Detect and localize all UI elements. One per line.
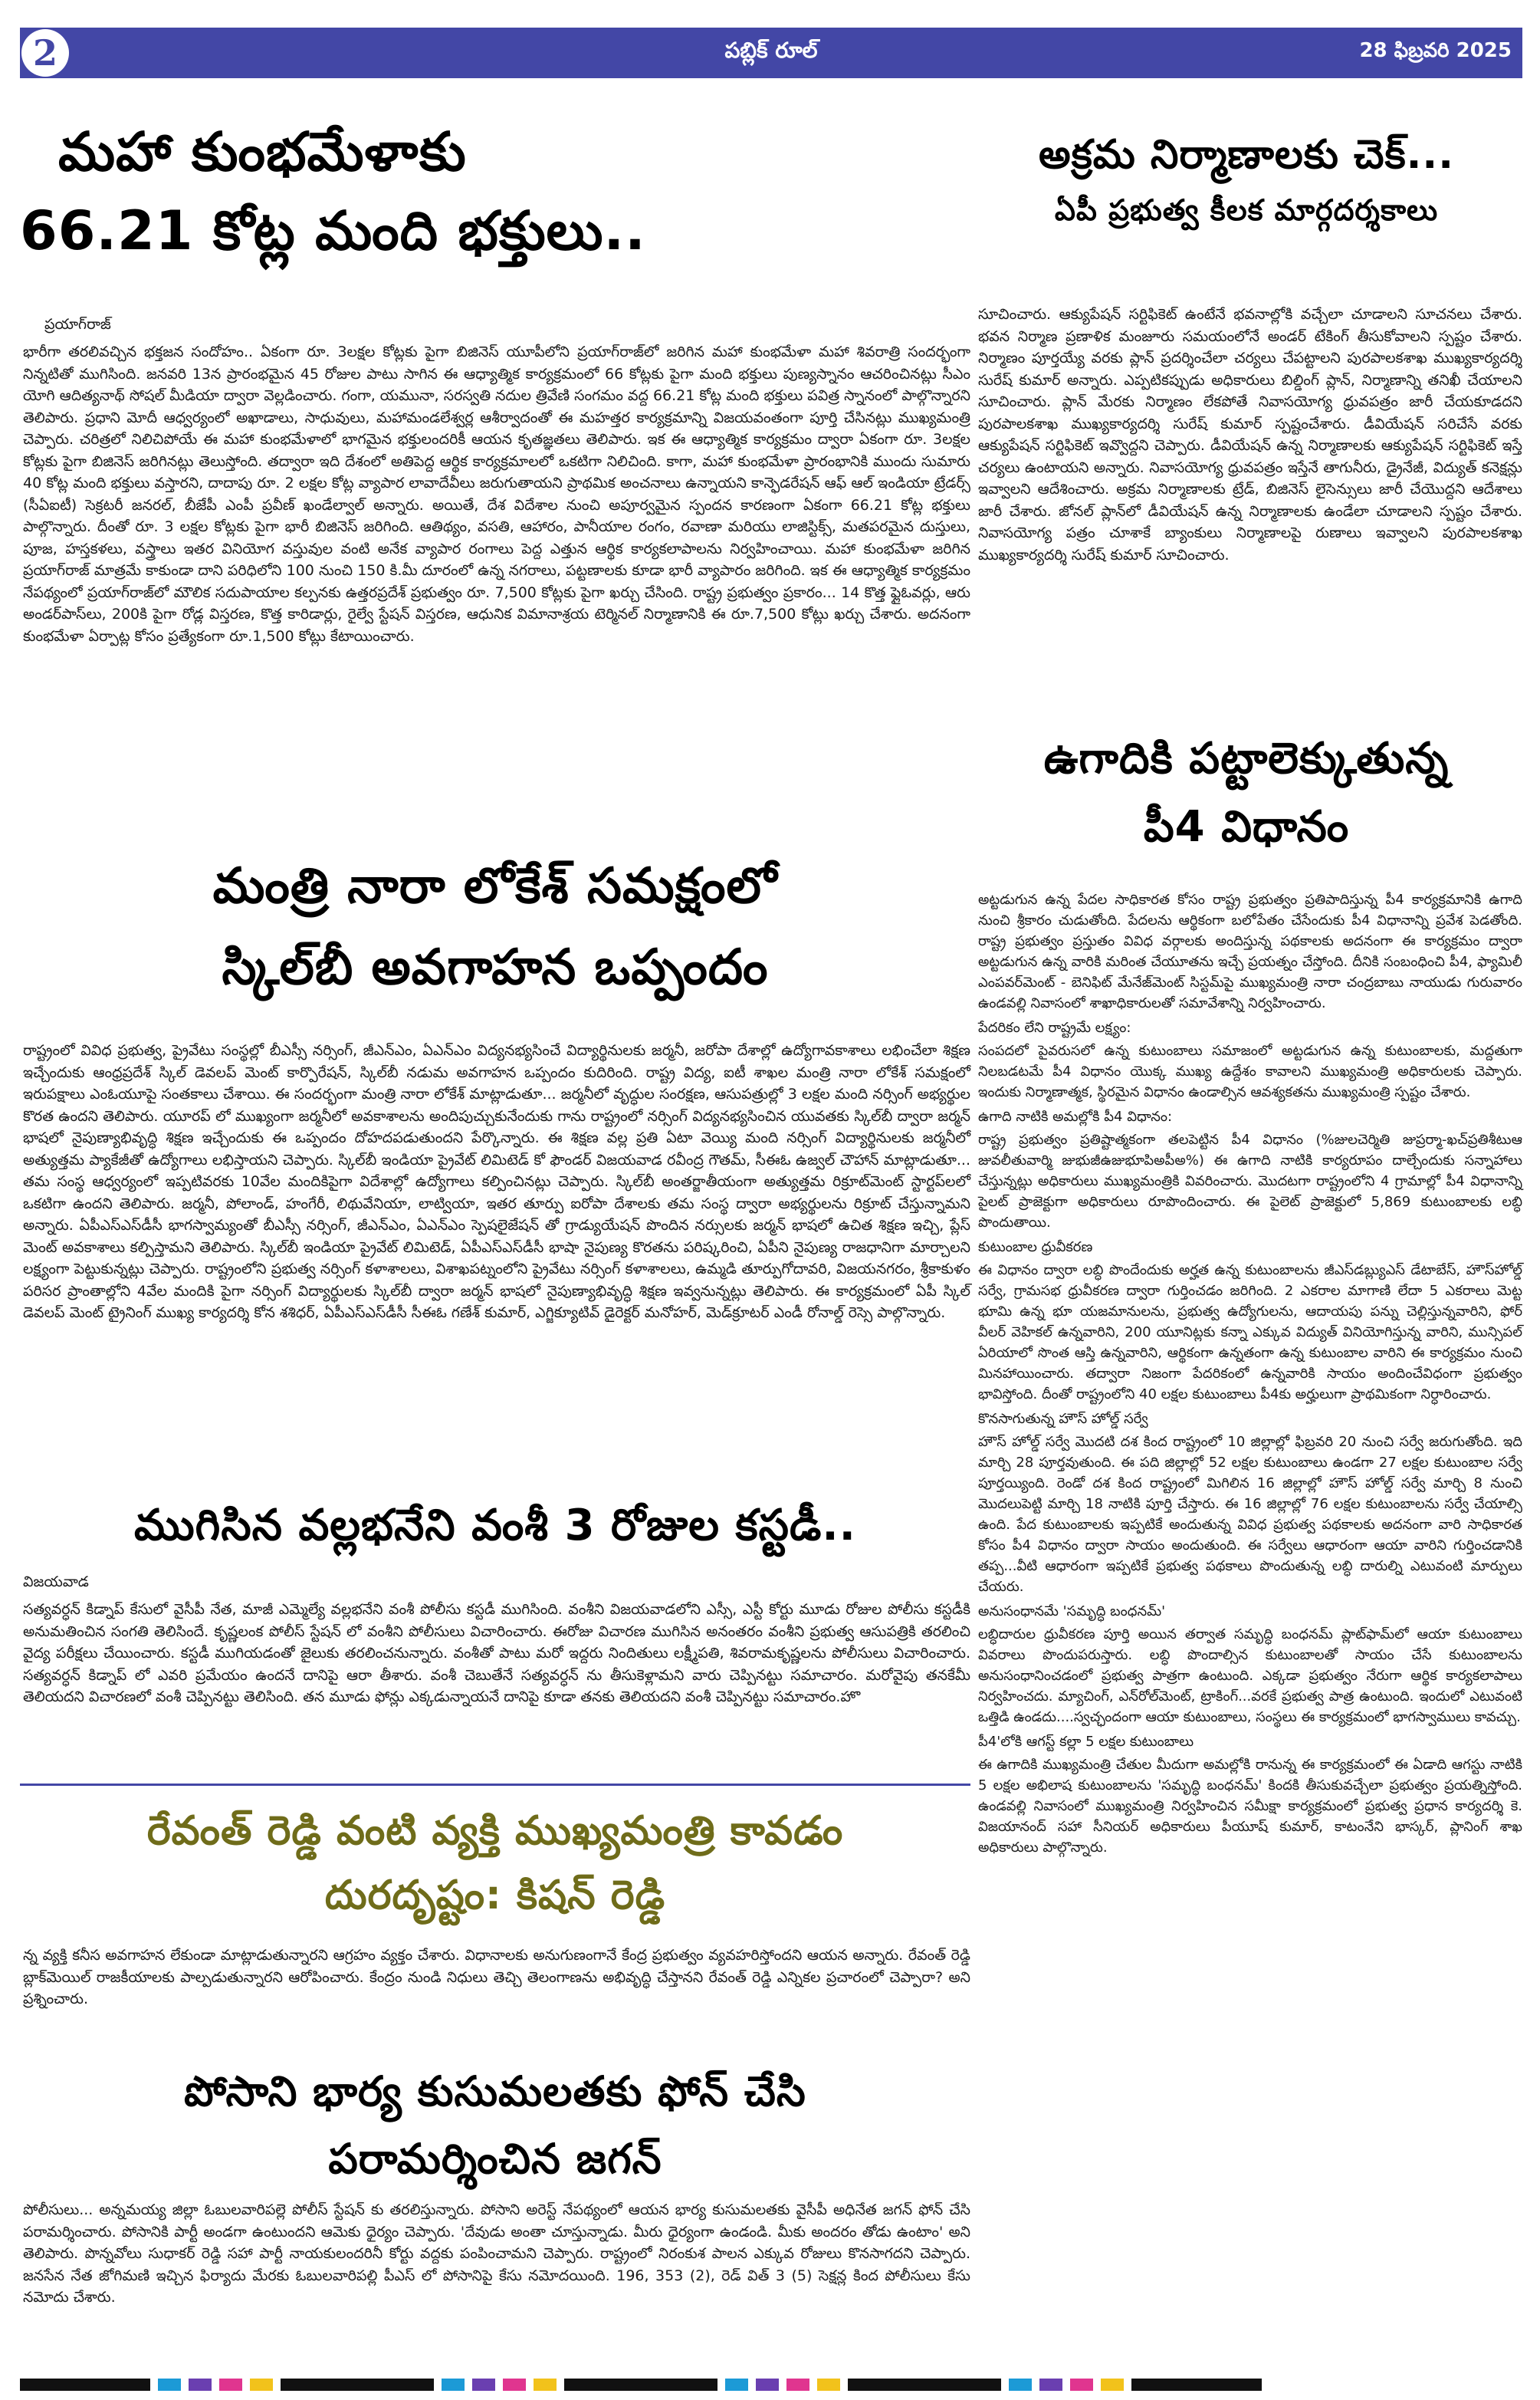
jagan-headline-2: పరామర్శించిన జగన్	[328, 2135, 662, 2183]
p4-subhead: కుటుంబాల ధ్రువీకరణ	[978, 1239, 1093, 1255]
article-jagan	[20, 2056, 970, 2191]
vamsi-body: సత్యవర్ధన్ కిడ్నాప్ కేసులో వైసీపీ నేత, మాజీ ఎమ్మెల్యే వల్లభనేని వంశీ పోలీసు కస్టడీ ముగిసింది. వంశీని విజయవాడలోని ఎస్సీ, ఎస్టీ కోర్టు మూడు రోజుల పోలీసు కస్టడీకి అనుమతించిన సంగతి తెలిసిందే. కృష్ణలంక పోలీస్ స్టేషన్ లో వంశీని పోలీసులు విచారించారు. ఈరోజు విచారణ ముగిసిన అనంతరం వంశీని ప్రభుత్వ ఆసుపత్రికి తరలించి వైద్య పరీక్షలు చేయించారు. కస్టడీ ముగియడంతో జైలుకు తరలించనున్నారు. వంశీతో పాటు మరో ఇద్దరు నిందితులు లక్ష్మీపతి, శివరామకృష్ణలను పోలీసులు విచారించారు. సత్యవర్ధన్ కిడ్నాప్ లో ఎవరి ప్రమేయం ఉందనే దానిపై ఆరా తీశారు. వంశీ చెబుతేనే సత్యవర్ధన్ ను తీసుకెళ్లామని వారు చెప్పినట్టు సమాచారం. మరోవైపు తనకేమీ తెలియదని విచారణలో వంశీ చెప్పినట్టు తెలిసింది. తన మూడు ఫోన్లు ఎక్కడున్నాయనే దానిపై కూడా తనకు తెలియదని వంశీ చెప్పినట్టు సమాచారం.హొ	[23, 1601, 970, 1705]
issue-date: 28 ఫిబ్రవరి 2025	[1359, 39, 1512, 62]
illegal-text	[978, 304, 1522, 566]
illegal-headline: అక్రమ నిర్మాణాలకు చెక్...	[1039, 132, 1454, 178]
article-vamsi	[20, 1488, 970, 1564]
kishan-headline-2: దురదృష్టం: కిషన్ రెడ్డి	[324, 1872, 666, 1918]
footer-color-bar	[20, 2379, 1522, 2391]
p4-paragraph: అట్టడుగున ఉన్న పేదల సాధికారత కోసం రాష్ట్ర ప్రభుత్వం ప్రతిపాదిస్తున్న పీ4 కార్యక్రమానికి ఉగాది నుంచి శ్రీకారం చుడుతోంది. పేదలను ఆర్థికంగా బలోపేతం చేసేందుకు పీ4 విధానాన్ని ప్రవేశ పెడతోంది. రాష్ట్ర ప్రభుత్వం ప్రస్తుతం వివిధ వర్గాలకు అందిస్తున్న పథకాలకు అదనంగా ఈ కార్యక్రమం ద్వారా అట్టడుగున ఉన్న వారికి మరింత చేయూతను ఇచ్చే ప్రయత్నం చేస్తోంది. దీనికి సంబంధించి పీ4, ఫ్యామిలీ ఎంపవర్‌మెంట్ - బెనిఫిట్ మేనేజ్‌మెంట్ సిస్టమ్‌పై ముఖ్యమంత్రి నారా చంద్రబాబు నాయుడు గురువారం ఉండవల్లి నివాసంలో శాఖాధికారులతో సమావేశాన్ని నిర్వహించారు.	[978, 892, 1522, 1011]
p4-subhead: కొనసాగుతున్న హౌస్ హోల్డ్ సర్వే	[978, 1411, 1148, 1427]
masthead	[20, 28, 1522, 78]
article-lokesh	[20, 843, 970, 1006]
section-divider	[20, 1784, 970, 1786]
page-number: 2	[21, 29, 69, 77]
jagan-text	[23, 2199, 970, 2309]
vamsi-text	[23, 1573, 970, 1708]
p4-paragraph: లబ్ధిదారుల ధ్రువీకరణ పూర్తి అయిన తర్వాత సమృద్ధి బంధనమ్ ప్లాట్‌ఫామ్‌లో ఆయా కుటుంబాలు వివరాలు పొందుపరుస్తారు. లబ్ధి పొందాల్సిన కుటుంబాలతో సాయం చేసే కుటుంబాలను అనుసంధానించడంలో ప్రభుత్వ పాత్రగా ఉంటుంది. ఎక్కడా ప్రభుత్వం నేరుగా ఆర్థిక కార్యకలాపాలు నిర్వహించదు. మ్యాచింగ్, ఎన్‌రోల్‌మెంట్, ట్రాకింగ్...వరకే ప్రభుత్వ పాత్ర ఉంటుంది. ఇందులో ఎటువంటి ఒత్తిడి ఉండదు....స్వచ్ఛందంగా ఆయా కుటుంబాలు, సంస్థలు ఈ కార్యక్రమంలో భాగస్వాములు కావచ్చు.	[978, 1626, 1522, 1725]
illegal-body: సూచించారు. ఆక్యుపేషన్ సర్టిఫికెట్ ఉంటేనే భవనాల్లోకి వచ్చేలా చూడాలని సూచనలు చేశారు. భవన నిర్మాణ ప్రణాళిక మంజూరు సమయంలోనే అండర్ టేకింగ్ తీసుకోవాలని స్పష్టం చేశారు. నిర్మాణం పూర్తయ్యే వరకు ప్లాన్ ప్రదర్శించేలా చర్యలు చేపట్టాలని పురపాలకశాఖ ముఖ్యకార్యదర్శి సురేష్ కుమార్ అన్నారు. ఎప్పటికప్పుడు అధికారులు బిల్డింగ్ ప్లాన్, నిర్మాణాన్ని తనిఖీ చేయాలని సూచించారు. ప్లాన్ మేరకు నిర్మాణం లేకపోతే నివాసయోగ్య ధ్రువపత్రం జారీ చేయకూడదని పురపాలకశాఖ ముఖ్యకార్యదర్శి సురేష్ కుమార్ స్పష్టంచేశారు. డీవియేషన్ సరిచేసే వరకు ఆక్యుపేషన్ సర్టిఫికెట్ ఇవ్వొద్దని చెప్పారు. డీవియేషన్ ఉన్న నిర్మాణాలకు ఆక్యుపేషన్ సర్టిఫికెట్ ఇస్తే చర్యలు ఉంటాయని అన్నారు. నివాసయోగ్య ధ్రువపత్రం ఇస్తేనే తాగునీరు, డ్రైనేజీ, విద్యుత్ కనెక్షన్లు ఇవ్వాలని ఆదేశించారు. అక్రమ నిర్మాణాలకు ట్రేడ్, బిజినెస్ లైసెన్సులు జారీ చేయొద్దని ఆదేశాలు జారీ చేశారు. జోనల్ ప్లాన్‌లో డీవియేషన్ ఉన్న నిర్మాణాలకు ఉండేలా చూడాలని స్పష్టం చేశారు. నివాసయోగ్య పత్రం చూశాకే బ్యాంకులు నిర్మాణాలపై రుణాలు ఇవ్వాలని పురపాలకశాఖ ముఖ్యకార్యదర్శి సురేష్ కుమార్ సూచించారు.	[978, 306, 1522, 564]
kumbh-dateline: ప్రయాగ్‌రాజ్	[44, 316, 111, 333]
jagan-body: పోలీసులు... అన్నమయ్య జిల్లా ఓబులవారిపల్లె పోలీస్ స్టేషన్ కు తరలిస్తున్నారు. పోసాని అరెస్ట్ నేపథ్యంలో ఆయన భార్య కుసుమలతకు వైసీపీ అధినేత జగన్ ఫోన్ చేసి పరామర్శించారు. పోసానికి పార్టీ అండగా ఉంటుందని ఆమెకు ధైర్యం చెప్పారు. 'దేవుడు అంతా చూస్తున్నాడు. మీరు ధైర్యంగా ఉండండి. మీకు అందరం తోడు ఉంటాం' అని తెలిపారు. పొన్నవోలు సుధాకర్ రెడ్డి సహా పార్టీ నాయకులందరినీ కోర్టు వద్దకు పంపించామని చెప్పారు. రాష్ట్రంలో నిరంకుశ పాలన ఎక్కువ రోజులు కొనసాగదని చెప్పారు. జనసేన నేత జోగిమణి ఇచ్చిన ఫిర్యాదు మేరకు ఓబులవారిపల్లి పీఎస్ లో పోసానిపై కేసు నమోదయింది. 196, 353 (2), రెడ్ విత్ 3 (5) సెక్షన్ల కింద పోలీసులు కేసు నమోదు చేశారు.	[23, 2201, 970, 2306]
lokesh-headline-2: స్కిల్‌బీ అవగాహన ఒప్పందం	[222, 939, 769, 996]
p4-subhead: పేదరికం లేని రాష్ట్రమే లక్ష్యం:	[978, 1020, 1131, 1036]
p4-subhead: పీ4'లోకి ఆగస్ట్ కల్లా 5 లక్షల కుటుంబాలు	[978, 1734, 1194, 1750]
jagan-headline-1: పోసాని భార్య కుసుమలతకు ఫోన్ చేసి	[184, 2067, 806, 2116]
vamsi-dateline: విజయవాడ	[23, 1573, 89, 1590]
article-illegal	[970, 123, 1522, 233]
p4-text	[978, 889, 1522, 1858]
p4-headline-2: పీ4 విధానం	[1143, 802, 1350, 852]
kishan-body: న్న వ్యక్తి కనీస అవగాహన లేకుండా మాట్లాడుతున్నారని ఆగ్రహం వ్యక్తం చేశారు. విధానాలకు అనుగుణంగానే కేంద్ర ప్రభుత్వం వ్యవహరిస్తోందని ఆయన అన్నారు. రేవంత్ రెడ్డి బ్లాక్‌మెయిల్ రాజకీయాలకు పాల్పడుతున్నారని ఆరోపించారు. కేంద్రం నుండి నిధులు తెచ్చి తెలంగాణను అభివృద్ధి చేస్తానని రేవంత్ రెడ్డి ఎన్నికల ప్రచారంలో చెప్పారా? అని ప్రశ్నించారు.	[23, 1947, 970, 2007]
lokesh-text	[23, 1040, 970, 1324]
article-kishan	[20, 1797, 970, 1926]
lokesh-body: రాష్ట్రంలో వివిధ ప్రభుత్వ, ప్రైవేటు సంస్థల్లో బీఎస్సీ నర్సింగ్, జీఎన్ఎం, ఏఎన్ఎం విద్యనభ్యసించే విద్యార్థినులకు జర్మనీ, జరోపా దేశాల్లో ఉద్యోగావకాశాలు లభించేలా శిక్షణ ఇచ్చేందుకు ఆంధ్రప్రదేశ్ స్కిల్ డెవలప్ మెంట్ కార్పొరేషన్, స్కిల్‌బీ నడుమ అవగాహన ఒప్పందం కుదిరింది. రాష్ట్ర విద్య, ఐటీ శాఖల మంత్రి నారా లోకేశ్ సమక్షంలో ఇరుపక్షాలు ఎంఓయూపై సంతకాలు చేశాయి. ఈ సందర్భంగా మంత్రి నారా లోకేశ్ మాట్లాడుతూ... జర్మనీలో వృద్ధుల సంరక్షణ, ఆసుపత్రుల్లో 3 లక్షల మంది నర్సింగ్ అభ్యర్థుల కొరత ఉందని తెలిపారు. యూరప్ లో ముఖ్యంగా జర్మనీలో అవకాశాలను అందిపుచ్చుకునేందుకు గాను రాష్ట్రంలో నర్సింగ్ విద్యనభ్యసించిన యువతకు స్కిల్‌బీ ద్వారా జర్మన్ భాషలో నైపుణ్యాభివృద్ధి శిక్షణ ఇచ్చేందుకు ఈ ఒప్పందం దోహదపడుతుందని పేర్కొన్నారు. ఈ శిక్షణ వల్ల ప్రతి ఏటా వెయ్యి మంది నర్సింగ్ విద్యార్థినులకు జర్మనీలో అత్యుత్తమ ప్యాకేజీతో ఉద్యోగాలు లభిస్తాయని చెప్పారు. స్కిల్‌బీ ఇండియా ప్రైవేట్ లిమిటెడ్ కో ఫౌండర్ విజయవాడ రవీంద్ర గౌతమ్, సీఈఓ ఉజ్వల్ చౌహాన్ మాట్లాడుతూ... తమ సంస్థ ఆధ్వర్యంలో ఇప్పటివరకు 10వేల మందికిపైగా విదేశాల్లో ఉద్యోగాలు కల్పించినట్లు చెప్పారు. స్కిల్‌బీ అంతర్జాతీయంగా అత్యుత్తమ రిక్రూట్‌మెంట్ స్టార్టప్‌లలో ఒకటిగా ఉందని తెలిపారు. జర్మనీ, పోలాండ్, హంగేరీ, లిథువేనియా, లాట్వియా, ఇతర తూర్పు ఐరోపా దేశాలకు తమ సంస్థ ద్వారా అభ్యర్థులను రిక్రూట్ చేస్తున్నామని అన్నారు. ఏపీఎస్ఎస్‌డీసీ భాగస్వామ్యంతో బీఎస్సీ నర్సింగ్, జీఎన్ఎం, ఏఎన్ఎం స్పెషలైజేషన్ తో గ్రాడ్యుయేషన్ పొందిన నర్సులకు జర్మన్ భాషలో ఉచిత శిక్షణ ఇచ్చి, ప్లేస్ మెంట్ అవకాశాలు కల్పిస్తామని తెలిపారు. స్కిల్‌బీ ఇండియా ప్రైవేట్ లిమిటెడ్, ఏపీఎస్ఎస్‌డీసీ భాషా నైపుణ్య కొరతను పరిష్కరించి, ఏపీని నైపుణ్య రాజధానిగా మార్చాలని లక్ష్యంగా పెట్టుకున్నట్లు చెప్పారు. రాష్ట్రంలోని ప్రభుత్వ నర్సింగ్ కళాశాలలు, విశాఖపట్నంలోని ప్రైవేటు నర్సింగ్ కళాశాలలు, ఉమ్మడి తూర్పుగోదావరి, విజయనగరం, శ్రీకాకుళం పరిసర ప్రాంతాల్లోని 4వేల మందికి పైగా నర్సింగ్ విద్యార్థులకు స్కిల్‌బీ ద్వారా జర్మన్ భాషలో నైపుణ్యాభివృద్ధి శిక్షణ ఇవ్వనున్నట్లు తెలిపారు. ఈ కార్యక్రమంలో ఏపీ స్కిల్ డెవలప్ మెంట్ ట్రైనింగ్ ముఖ్య కార్యదర్శి కోన శశిధర్, ఏపీఎస్ఎస్‌డీసీ సీఈఓ గణేశ్ కుమార్, ఎగ్జిక్యూటివ్ డైరెక్టర్ మనోహర్, మెడ్‌క్రూటర్ ఎండీ రోనాల్డ్ రెస్సె పాల్గొన్నారు.	[23, 1042, 970, 1321]
p4-paragraph: హౌస్ హోల్డ్ సర్వే మొదటి దశ కింద రాష్ట్రంలో 10 జిల్లాల్లో ఫిబ్రవరి 20 నుంచి సర్వే జరుగుతోంది. ఇది మార్చి 28 పూర్తవుతుంది. ఈ పది జిల్లాల్లో 52 లక్షల కుటుంబాలు ఉండగా 27 లక్షల కుటుంబాల సర్వే పూర్తయ్యింది. రెండో దశ కింద రాష్ట్రంలో మిగిలిన 16 జిల్లాల్లో హౌస్ హోల్డ్ సర్వే మార్చి 8 నుంచి మొదలుపెట్టి మార్చి 18 నాటికి పూర్తి చేస్తారు. ఈ 16 జిల్లాల్లో 76 లక్షల కుటుంబాలను సర్వే చేయాల్సి ఉంది. పేద కుటుంబాలకు ఇప్పటికే అందుతున్న వివిధ ప్రభుత్వ పథకాలకు అదనంగా వారి సాధికారత కోసం పీ4 విధానం ద్వారా సాయం అందుతుంది. ఈ సర్వేలు ఆధారంగా ఆయా వారిని గుర్తించడానికి తప్ప...వీటి ఆధారంగా ఇప్పటికే ప్రభుత్వ పథకాలు పొందుతున్న లబ్ధి దారుల్ని ఎటువంటి మార్పులు చేయరు.	[978, 1434, 1522, 1595]
kumbh-headline-1: మహా కుంభమేళాకు	[58, 120, 467, 183]
article-kumbh	[20, 115, 740, 273]
kishan-text	[23, 1945, 970, 2010]
p4-subhead: అనుసంధానమే 'సమృద్ధి బంధనమ్'	[978, 1603, 1166, 1619]
p4-paragraph: రాష్ట్ర ప్రభుత్వం ప్రతిష్టాత్మకంగా తలపెట్టిన పీ4 విధానం (%జులచెర్మితి జుప్రర్మా-ఖచ్‌ప్రతిశీటుఆ జువలీతువార్మి జుభుజీఉజుభూపిఅపీఅ%) ఈ ఉగాది నాటికి కార్యరూపం దాల్చేందుకు సన్నాహాలు చేస్తున్నట్లు అధికారులు ముఖ్యమంత్రికి వివరించారు. మొదటగా రాష్ట్రంలోని 4 గ్రామాల్లో పీ4 విధానాన్ని పైలట్ ప్రాజెక్టుగా అధికారులు రూపొందించారు. ఈ పైలెట్ ప్రాజెక్టులో 5,869 కుటుంబాలకు లబ్ధి పొందుతాయి.	[978, 1132, 1522, 1231]
p4-paragraph: సంపదలో పైవరుసలో ఉన్న కుటుంబాలు సమాజంలో అట్టడుగున ఉన్న కుటుంబాలకు, మద్దతుగా నిలబడటమే పీ4 విధానం యొక్క ముఖ్య ఉద్దేశం కావాలని ముఖ్యమంత్రి అధికారులకు చెప్పారు. ఇందుకు నిర్మాణాత్మక, స్థిరమైన విధానం ఉండాల్సిన ఆవశ్యకతను ముఖ్యమంత్రి స్పష్టం చేశారు.	[978, 1043, 1522, 1100]
p4-subhead: ఉగాది నాటికి అమల్లోకి పీ4 విధానం:	[978, 1109, 1173, 1125]
kumbh-body: భారీగా తరలివచ్చిన భక్తజన సందోహం.. ఏకంగా రూ. 3లక్షల కోట్లకు పైగా బిజినెస్ యూపీలోని ప్రయాగ్‌రాజ్‌లో జరిగిన మహా కుంభమేళా మహా శివరాత్రి సందర్భంగా నిన్నటితో ముగిసింది. జనవరి 13న ప్రారంభమైన 45 రోజుల పాటు సాగిన ఈ ఆధ్యాత్మిక కార్యక్రమంలో 66 కోట్లకు పైగా మంది భక్తులు పుణ్యస్నానం ఆచరించినట్లు సీఎం యోగి ఆదిత్యనాథ్ సోషల్ మీడియా ద్వారా వెల్లడించారు. గంగా, యమునా, సరస్వతి నదుల త్రివేణి సంగమం వద్ద 66.21 కోట్ల మంది భక్తులు పవిత్ర స్నానంలో పాల్గొన్నారని తెలిపారు. ప్రధాని మోదీ ఆధ్వర్యంలో అఖాడాలు, సాధువులు, మహామండలేశ్వర్ల ఆశీర్వాదంతో ఈ మహత్తర కార్యక్రమాన్ని విజయవంతంగా పూర్తి చేసినట్లు ముఖ్యమంత్రి చెప్పారు. చరిత్రలో నిలిచిపోయే ఈ మహా కుంభమేళాలో భాగమైన భక్తులందరికీ ఆయన కృతజ్ఞతలు తెలిపారు. ఇక ఈ ఆధ్యాత్మిక కార్యక్రమం ద్వారా ఏకంగా రూ. 3లక్షల కోట్లకు పైగా బిజినెస్ జరిగినట్లు తెలుస్తోంది. తద్వారా ఇది దేశంలో అతిపెద్ద ఆర్థిక కార్యక్రమాలలో ఒకటిగా నిలిచింది. కాగా, మహా కుంభమేళా ప్రారంభానికి ముందు సుమారు 40 కోట్ల మంది భక్తులు వస్తారని, దాదాపు రూ. 2 లక్షల కోట్ల వ్యాపార లావాదేవీలు జరుగుతాయని ప్రాథమిక అంచనాలు ఉన్నాయని కాన్ఫెడరేషన్ ఆఫ్ ఆల్ ఇండియా ట్రేడర్స్ (సీఏఐటీ) సెక్రటరీ జనరల్, బీజేపీ ఎంపీ ప్రవీణ్ ఖండేల్వాల్ అన్నారు. అయితే, దేశ విదేశాల నుంచి అపూర్వమైన స్పందన కారణంగా ఏకంగా 66.21 కోట్ల భక్తులు పాల్గొన్నారు. దీంతో రూ. 3 లక్షల కోట్లకు పైగా భారీ బిజినెస్ జరిగింది. ఆతిథ్యం, వసతి, ఆహారం, పానీయాల రంగం, రవాణా మరియు లాజిస్టిక్స్, మతపరమైన దుస్తులు, పూజ, హస్తకళలు, వస్త్రాలు ఇతర వినియోగ వస్తువుల వంటి అనేక వ్యాపార రంగాలు పెద్ద ఎత్తున ఆర్థిక కార్యకలాపాలను నిర్వహించాయి. మహా కుంభమేళా జరిగిన ప్రయాగ్‌రాజ్ మాత్రమే కాకుండా దాని పరిధిలోని 100 నుంచి 150 కి.మీ దూరంలో ఉన్న నగరాలు, పట్టణాలకు కూడా భారీ వ్యాపారం జరిగింది. ఇక ఈ ఆధ్యాత్మిక కార్యక్రమం నేపథ్యంలో ప్రయాగ్‌రాజ్‌లో మౌలిక సదుపాయాల కల్పనకు ఉత్తరప్రదేశ్ ప్రభుత్వం రూ. 7,500 కోట్లకు పైగా ఖర్చు చేసింది. రాష్ట్ర ప్రభుత్వం ప్రకారం... 14 కొత్త ఫ్లైఓవర్లు, ఆరు అండర్‌పాస్‌లు, 200కి పైగా రోడ్ల విస్తరణ, కొత్త కారిడార్లు, రైల్వే స్టేషన్ విస్తరణ, ఆధునిక విమానాశ్రయ టెర్మినల్ నిర్మాణానికి ఈ రూ.7,500 కోట్లు ఖర్చు చేశారు. అదనంగా కుంభమేళా ఏర్పాట్ల కోసం ప్రత్యేకంగా రూ.1,500 కోట్లు కేటాయించారు.	[23, 344, 970, 645]
illegal-subheadline: ఏపీ ప్రభుత్వ కీలక మార్గదర్శకాలు	[1054, 193, 1439, 227]
newspaper-name: పబ్లిక్ రూల్	[724, 38, 818, 63]
p4-headline-1: ఉగాదికి పట్టాలెక్కుతున్న	[1043, 734, 1450, 784]
p4-paragraph: ఈ ఉగాదికి ముఖ్యమంత్రి చేతుల మీదుగా అమల్లోకి రానున్న ఈ కార్యక్రమంలో ఈ ఏడాది ఆగస్టు నాటికి 5 లక్షల అభిలాష కుటుంబాలను 'సమృద్ధి బంధనమ్' కిందకి తీసుకువచ్చేలా ప్రభుత్వం ప్రయత్నిస్తోంది. ఉండవల్లి నివాసంలో ముఖ్యమంత్రి నిర్వహించిన సమీక్షా కార్యక్రమంలో ప్రభుత్వ ప్రధాన కార్యదర్శి కె. విజయానంద్ సహా సీనియర్ అధికారులు పీయూష్ కుమార్, కాటంనేని భాస్కర్, ప్లానింగ్ శాఖ అధికారులు పాల్గొన్నారు.	[978, 1757, 1522, 1856]
kumbh-headline-2: 66.21 కోట్ల మంది భక్తులు..	[20, 199, 646, 262]
lokesh-headline-1: మంత్రి నారా లోకేశ్ సమక్షంలో	[212, 858, 778, 915]
kumbh-text	[23, 316, 970, 647]
article-p4	[970, 724, 1522, 860]
p4-paragraph: ఈ విధానం ద్వారా లబ్ధి పొందేందుకు అర్హత ఉన్న కుటుంబాలను జీఎస్‌డబ్ల్యుఎస్ డేటాబేస్, హౌస్‌హోల్డ్ సర్వే, గ్రామసభ ధ్రువీకరణ ద్వారా గుర్తించడం జరిగింది. 2 ఎకరాల మాగాణి లేదా 5 ఎకరాలు మెట్ట భూమి ఉన్న భూ యజమానులను, ప్రభుత్వ ఉద్యోగులను, ఆదాయపు పన్ను చెల్లిస్తున్నవారిని, ఫోర్ వీలర్ వెహికల్ ఉన్నవారిని, 200 యూనిట్లకు కన్నా ఎక్కువ విద్యుత్ వినియోగిస్తున్న వారిని, మున్సిపల్ ఏరియాలో సొంత ఆస్తి ఉన్నవారిని, ఆర్థికంగా ఉన్నతంగా ఉన్న కుటుంబాల వారిని ఈ కార్యక్రమం నుంచి మినహాయించారు. తద్వారా నిజంగా పేదరికంలో ఉన్నవారికి సాయం అందించేవిధంగా ప్రభుత్వం భావిస్తోంది. దీంతో రాష్ట్రంలోని 40 లక్షల కుటుంబాలు పీ4కు అర్హులుగా ప్రాథమికంగా నిర్ధారించారు.	[978, 1262, 1522, 1402]
kishan-headline-1: రేవంత్ రెడ్డి వంటి వ్యక్తి ముఖ్యమంత్రి కావడం	[146, 1808, 844, 1854]
vamsi-headline: ముగిసిన వల్లభనేని వంశీ 3 రోజుల కస్టడీ..	[134, 1501, 856, 1550]
